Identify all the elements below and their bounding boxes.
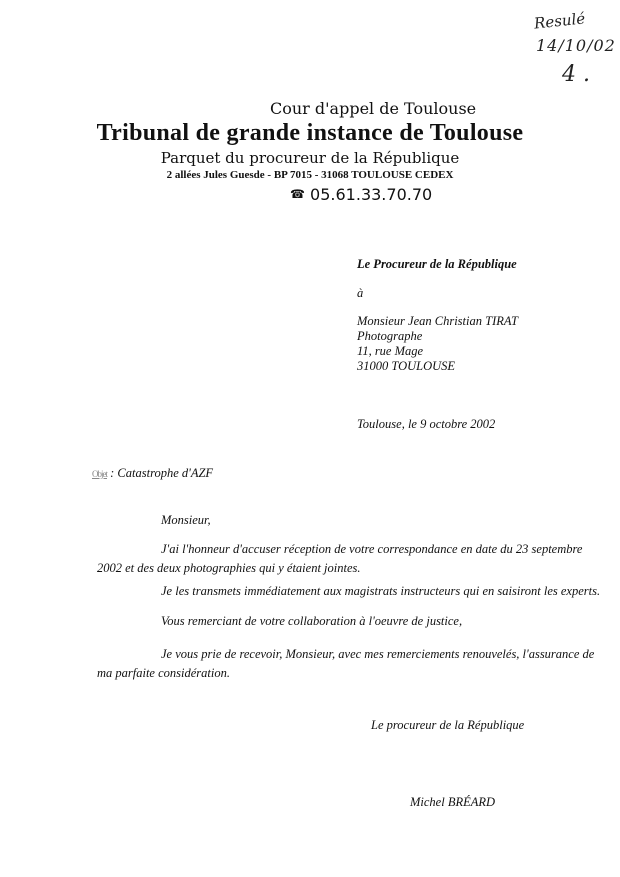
paragraph-acknowledgement: J'ai l'honneur d'accuser réception de votre correspondance en date du 23 septembre 2002 et des deux photographies qui y étaient jointes.	[97, 542, 583, 575]
recipient-profession: Photographe	[357, 329, 423, 343]
handwritten-annotation-line2: 14/10/02	[536, 36, 616, 55]
paragraph-closing: Je vous prie de recevoir, Monsieur, avec mes remerciements renouvelés, l'assurance de ma parfaite considération.	[97, 647, 595, 680]
recipient-street: 11, rue Mage	[357, 344, 424, 358]
handwritten-annotation-line1: Resulé	[533, 9, 587, 33]
letterhead-tribunal: Tribunal de grande instance de Toulouse	[96, 120, 524, 146]
signature-name: Michel BRÉARD	[410, 795, 496, 809]
letterhead-court: Cour d'appel de Toulouse	[270, 99, 477, 118]
recipient-name: Monsieur Jean Christian TIRAT	[357, 314, 518, 328]
sender-to: à	[357, 286, 364, 300]
sender-title: Le Procureur de la République	[357, 257, 517, 271]
phone-number: 05.61.33.70.70	[310, 185, 433, 204]
letterhead-phone	[290, 185, 432, 204]
subject-text: Catastrophe d'AZF	[117, 466, 214, 480]
paragraph-transmission: Je les transmets immédiatement aux magistrats instructeurs qui en saisiront les experts.	[161, 584, 601, 598]
telephone-icon: ☎	[290, 187, 305, 201]
recipient-city: 31000 TOULOUSE	[357, 359, 456, 373]
date-line: Toulouse, le 9 octobre 2002	[357, 417, 496, 431]
subject-label: Objet	[92, 469, 107, 479]
paragraph-thanks: Vous remerciant de votre collaboration à l'oeuvre de justice,	[161, 614, 463, 628]
subject-separator: :	[110, 466, 115, 480]
signature-title: Le procureur de la République	[371, 718, 525, 732]
handwritten-annotation-line3: 4 .	[562, 62, 590, 87]
salutation: Monsieur,	[161, 513, 211, 527]
letterhead-parquet: Parquet du procureur de la République	[160, 149, 460, 167]
subject-line	[92, 466, 213, 481]
letterhead-address: 2 allées Jules Guesde - BP 7015 - 31068 TOULOUSE CEDEX	[166, 169, 454, 181]
